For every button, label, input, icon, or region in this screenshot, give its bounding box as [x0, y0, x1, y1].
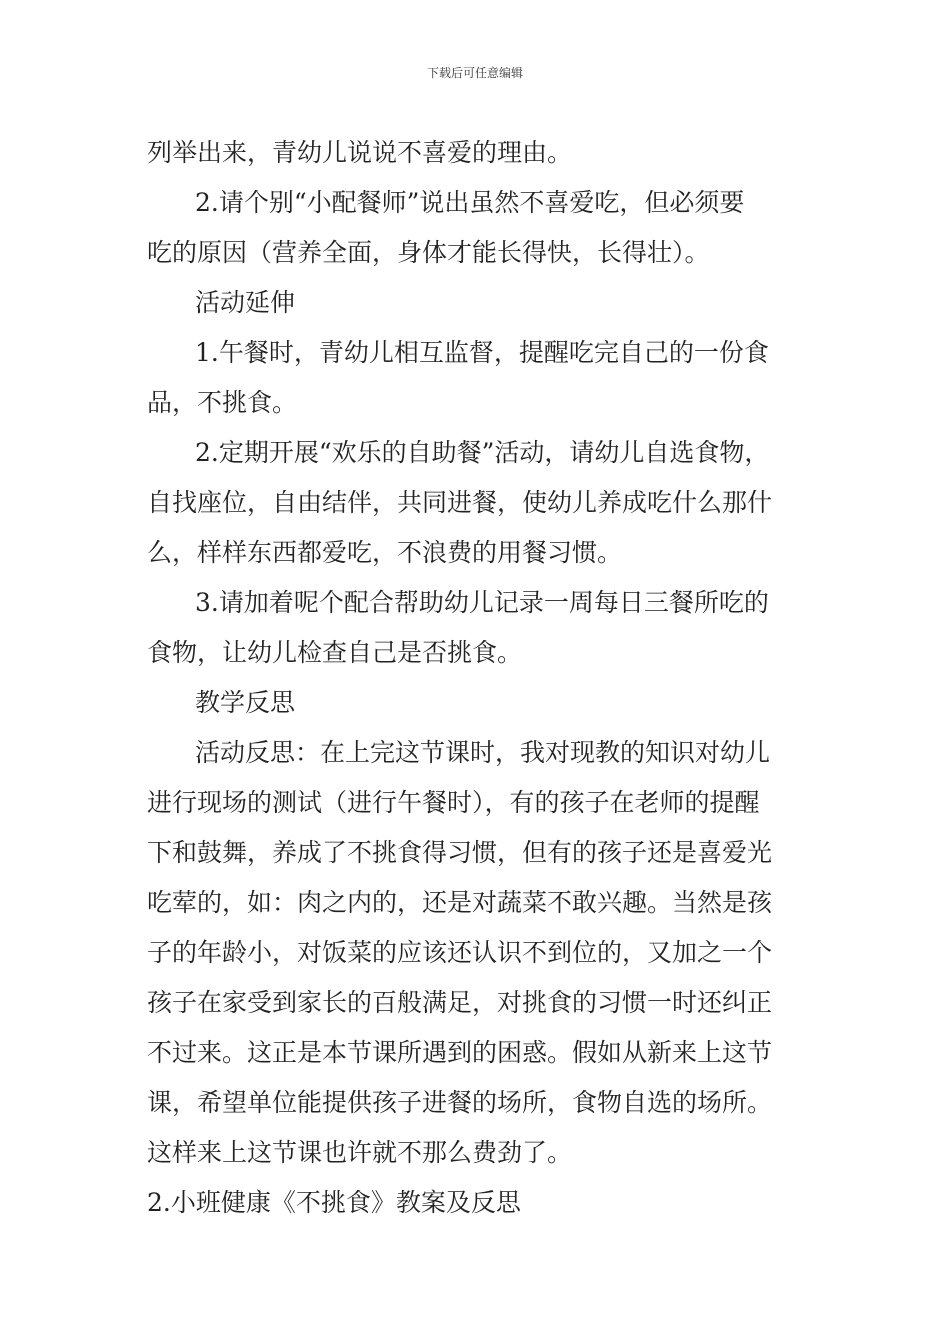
text-line: 自找座位，自由结伴，共同进餐，使幼儿养成吃什么那什: [147, 488, 773, 517]
text-line: 孩子在家受到家长的百般满足，对挑食的习惯一时还纠正: [147, 988, 773, 1017]
text-line: 2.定期开展“欢乐的自助餐”活动，请幼儿自选食物，: [195, 438, 770, 467]
text-line: 不过来。这正是本节课所遇到的困惑。假如从新来上这节: [147, 1038, 773, 1067]
text-line: 吃的原因（营养全面，身体才能长得快，长得壮）。: [147, 238, 710, 267]
text-line: 食物，让幼儿检查自己是否挑食。: [147, 638, 523, 667]
text-line: 品，不挑食。: [147, 388, 298, 417]
text-line: 子的年龄小，对饭菜的应该还认识不到位的，又加之一个: [147, 938, 773, 967]
text-line: 活动反思：在上完这节课时，我对现教的知识对幼儿: [195, 738, 771, 767]
text-line: 列举出来，青幼儿说说不喜爱的理由。: [147, 138, 573, 167]
next-section-title: 2.小班健康《不挑食》教案及反思: [147, 1188, 521, 1217]
text-line: 下和鼓舞，养成了不挑食得习惯，但有的孩子还是喜爱光: [147, 838, 773, 867]
text-line: 3.请加着呢个配合帮助幼儿记录一周每日三餐所吃的: [195, 588, 769, 617]
page-header: 下载后可任意编辑: [426, 66, 523, 80]
text-line: 进行现场的测试（进行午餐时），有的孩子在老师的提醒: [147, 788, 760, 817]
section-heading-activity-extension: 活动延伸: [195, 288, 296, 317]
text-line: 吃荤的，如：肉之内的，还是对蔬菜不敢兴趣。当然是孩: [147, 888, 773, 917]
section-heading-teaching-reflection: 教学反思: [195, 688, 296, 717]
text-line: 课，希望单位能提供孩子进餐的场所，食物自选的场所。: [147, 1088, 773, 1117]
text-line: 么，样样东西都爱吃，不浪费的用餐习惯。: [147, 538, 623, 567]
text-line: 1.午餐时，青幼儿相互监督，提醒吃完自己的一份食: [195, 338, 769, 367]
text-line: 2.请个别“小配餐师”说出虽然不喜爱吃，但必须要: [195, 188, 745, 217]
text-line: 这样来上这节课也许就不那么费劲了。: [147, 1138, 573, 1167]
